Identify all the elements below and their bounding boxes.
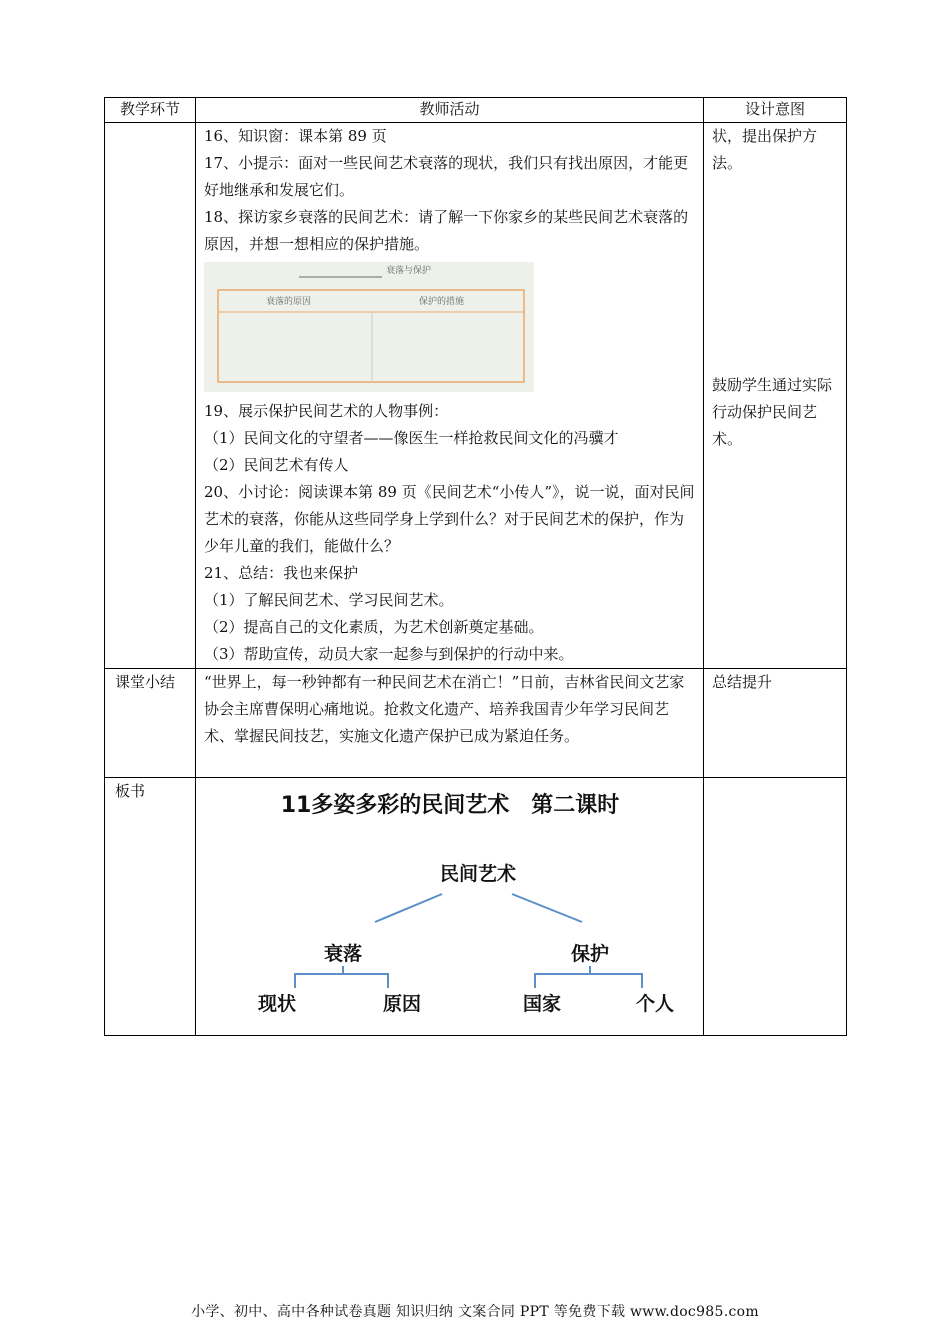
header-intent: 设计意图 [704,98,847,123]
stage-summary: 课堂小结 [105,669,196,778]
activity-line: 18、探访家乡衰落的民间艺术：请了解一下你家乡的某些民间艺术衰落的原因，并想一想相应的保护措施。 [204,208,689,253]
activity-line: 20、小讨论：阅读课本第 89 页《民间艺术“小传人”》，说一说，面对民间艺术的衰落，你能从这些同学身上学到什么？对于民间艺术的保护，作为少年儿童的我们，能做什么？ [204,483,695,555]
board-diagram [210,782,690,1032]
stage-cell-empty [105,123,196,669]
stage-board: 板书 [105,778,196,1036]
activity-line: （3）帮助宣传，动员大家一起参与到保护的行动中来。 [204,645,574,663]
board-left-node: 衰落 [323,943,362,965]
board-bracket-right [535,974,642,988]
header-stage: 教学环节 [105,98,196,123]
header-activity: 教师活动 [196,98,704,123]
board-cell [196,778,704,1036]
figure-frame [218,290,524,382]
board-title: 11多姿多彩的民间艺术 第二课时 [280,793,619,818]
board-right-node: 保护 [570,943,609,965]
table-row-board [105,778,847,1036]
table-row-activities [105,123,847,669]
table-row-summary [105,669,847,778]
figure-col-left: 衰落的原因 [266,297,312,307]
figure-col-right: 保护的措施 [419,297,465,307]
activity-line: （1）了解民间艺术、学习民间艺术。 [204,591,454,609]
board-leaf: 原因 [382,993,421,1015]
activity-line: （1）民间文化的守望者——像医生一样抢救民间文化的冯骥才 [204,429,619,447]
page-footer: 小学、初中、高中各种试卷真题 知识归纳 文案合同 PPT 等免费下载 www.doc985.com [191,1304,759,1320]
board-bracket-left [295,974,388,988]
activity-line: 16、知识窗：课本第 89 页 [204,127,387,145]
figure-title: 衰落与保护 [386,266,432,276]
activity-cell [196,123,704,669]
table-header-row [105,98,847,123]
summary-intent: 总结提升 [704,669,847,778]
summary-text: “世界上，每一秒钟都有一种民间艺术在消亡！”日前，吉林省民间文艺家协会主席曹保明心痛地说。抢救文化遗产、培养我国青少年学习民间艺术、掌握民间技艺，实施文化遗产保护已成为紧迫任务。 [196,669,704,778]
board-intent [704,778,847,1036]
activity-line: 17、小提示：面对一些民间艺术衰落的现状，我们只有找出原因，才能更好地继承和发展它们。 [204,154,689,199]
board-branch-line [512,894,582,922]
board-root: 民间艺术 [439,863,516,885]
intent-text-top: 状，提出保护方法。 [712,127,818,172]
decline-protection-figure [204,262,534,392]
activity-line: 21、总结：我也来保护 [204,564,359,582]
figure-drawing [204,262,534,392]
intent-cell [704,123,847,669]
board-branch-line [375,894,442,922]
board-leaf: 个人 [635,993,674,1015]
activity-line: （2）民间艺术有传人 [204,456,349,474]
intent-text-bottom: 鼓励学生通过实际行动保护民间艺术。 [712,376,833,448]
activity-line: （2）提高自己的文化素质，为艺术创新奠定基础。 [204,618,544,636]
board-leaf: 国家 [522,993,561,1015]
board-leaf: 现状 [257,993,296,1015]
board-svg [210,782,690,1032]
lesson-plan-table [104,97,847,1036]
activity-line: 19、展示保护民间艺术的人物事例： [204,402,449,420]
